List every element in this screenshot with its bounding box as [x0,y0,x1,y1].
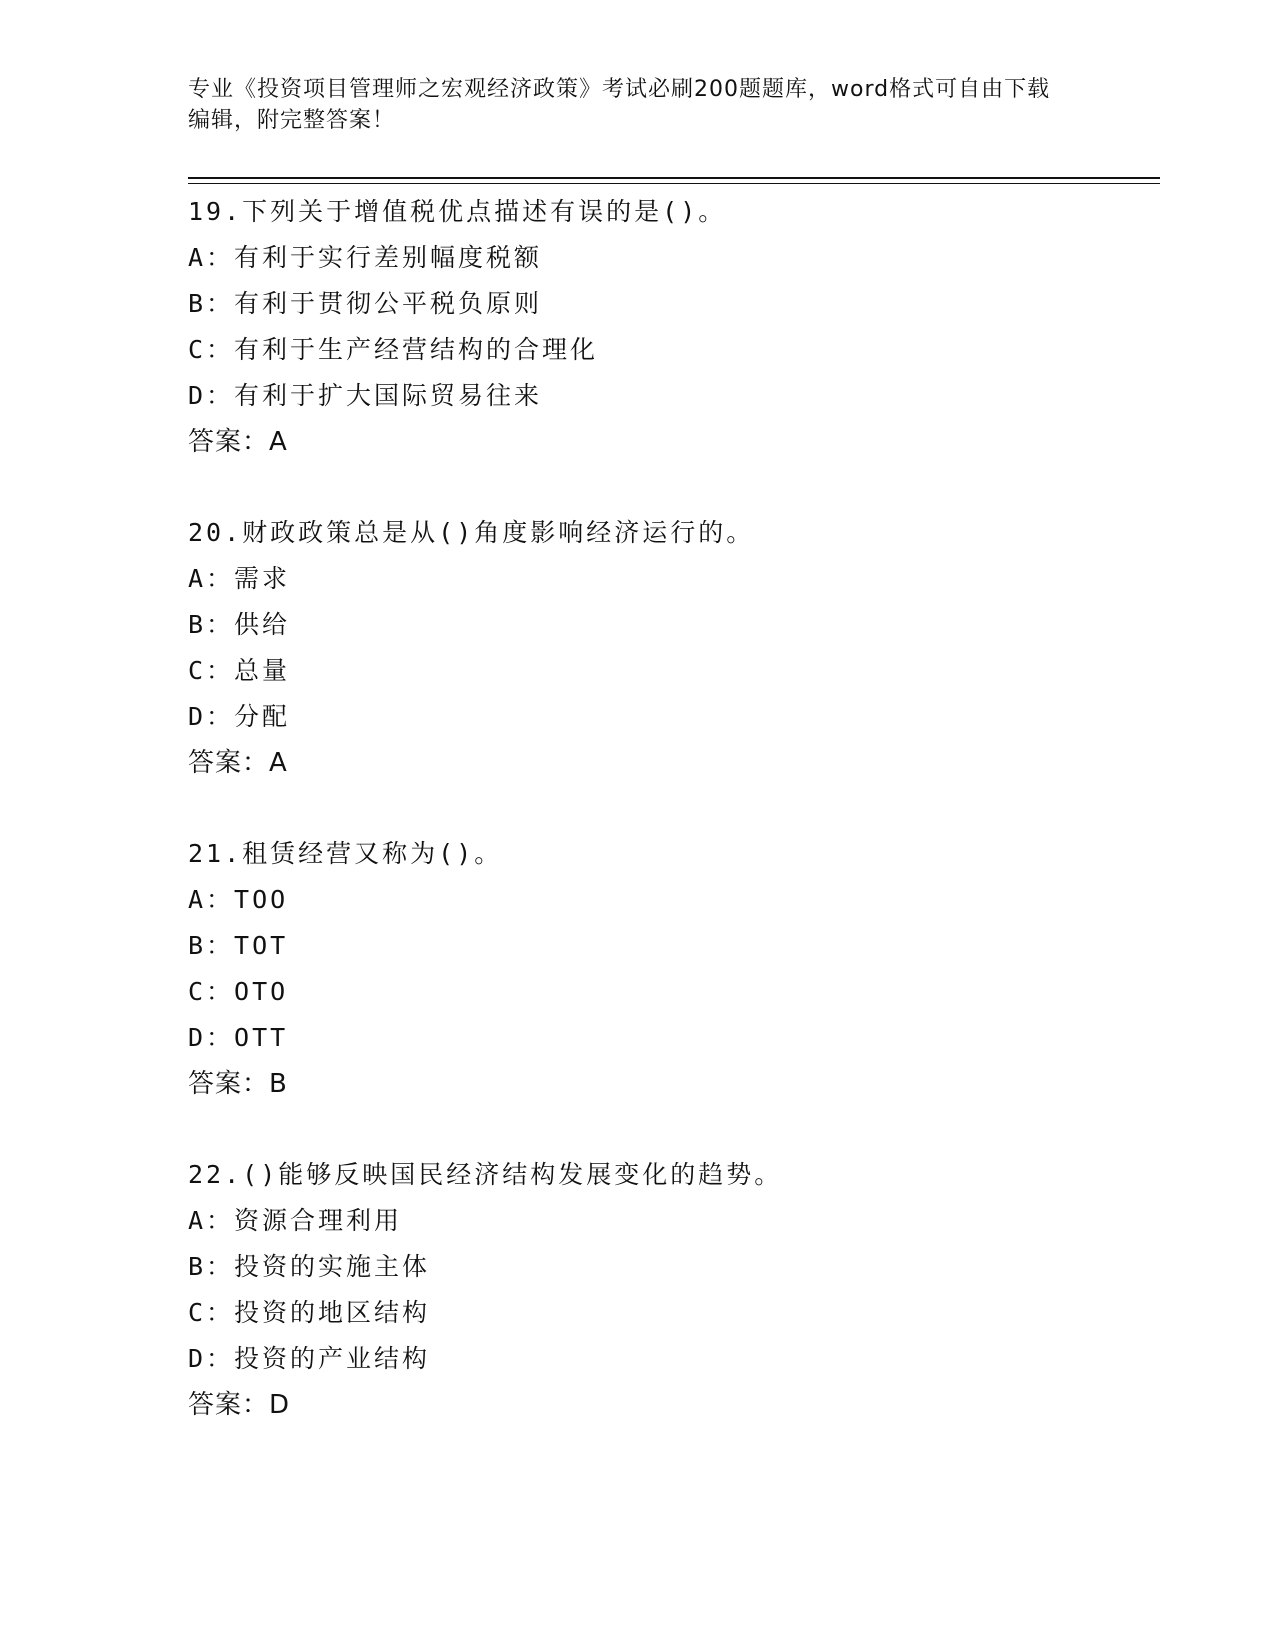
answer-line: 答案：A [188,427,288,457]
question-19 [188,189,1148,465]
question-22 [188,1152,1148,1428]
answer-line: 答案：A [188,748,288,778]
question-stem: 20.财政政策总是从()角度影响经济运行的。 [188,518,755,547]
question-stem: 22.()能够反映国民经济结构发展变化的趋势。 [188,1160,783,1189]
option-c: C：有利于生产经营结构的合理化 [188,335,599,364]
question-stem: 21.租赁经营又称为()。 [188,839,503,868]
option-a: A：TOO [188,885,289,914]
option-c: C：总量 [188,656,291,685]
option-a: A：需求 [188,564,291,593]
option-b: B：投资的实施主体 [188,1252,431,1281]
question-21 [188,831,1148,1107]
header-divider-thick [188,177,1160,179]
option-a: A：有利于实行差别幅度税额 [188,243,543,272]
option-d: D：有利于扩大国际贸易往来 [188,381,543,410]
option-c: C：投资的地区结构 [188,1298,431,1327]
question-list [188,189,1148,1473]
option-c: C：OTO [188,977,289,1006]
document-intro: 专业《投资项目管理师之宏观经济政策》考试必刷200题题库，word格式可自由下载编辑，附完整答案！ [188,77,1051,133]
option-b: B：供给 [188,610,291,639]
option-d: D：投资的产业结构 [188,1344,431,1373]
question-20 [188,510,1148,786]
option-a: A：资源合理利用 [188,1206,403,1235]
option-b: B：TOT [188,931,289,960]
answer-line: 答案：D [188,1390,291,1420]
question-stem: 19.下列关于增值税优点描述有误的是()。 [188,197,727,226]
answer-line: 答案：B [188,1069,288,1099]
option-d: D：OTT [188,1023,289,1052]
option-b: B：有利于贯彻公平税负原则 [188,289,543,318]
option-d: D：分配 [188,702,291,731]
header-divider-thin [188,183,1160,184]
